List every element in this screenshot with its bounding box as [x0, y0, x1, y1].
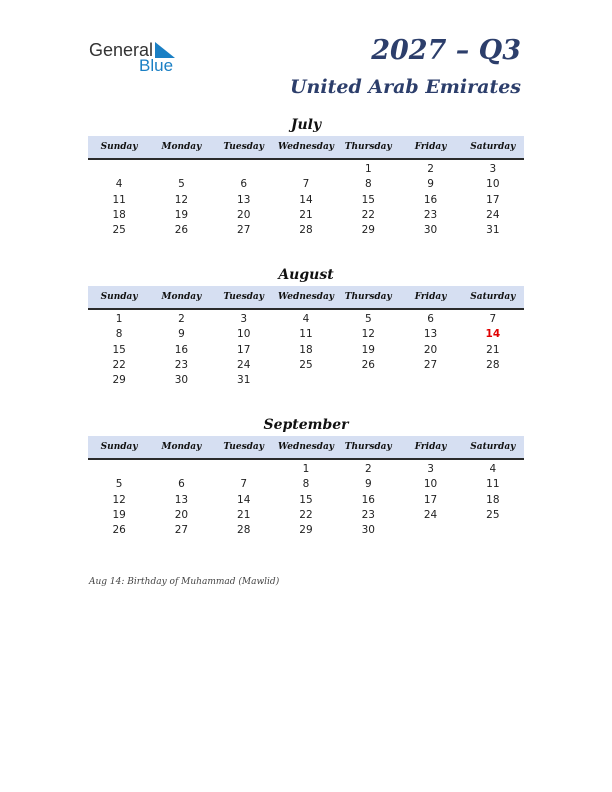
day-cell: 24: [423, 508, 438, 521]
day-cell: 29: [299, 524, 313, 537]
weekday-label: Friday: [414, 292, 447, 302]
day-cell: 16: [174, 343, 189, 356]
day-cell: 26: [361, 358, 375, 371]
day-cell: 23: [361, 508, 375, 521]
weekday-label: Monday: [161, 142, 202, 152]
day-cell: 8: [302, 478, 310, 491]
month-july: [88, 116, 524, 238]
day-cell: 14: [485, 328, 501, 341]
weekday-header: [88, 136, 524, 160]
day-cell: 8: [115, 328, 123, 341]
day-cell: 30: [174, 374, 189, 387]
day-cell: 1: [115, 313, 123, 325]
weekday-label: Wednesday: [277, 142, 335, 152]
day-cell: 18: [299, 343, 313, 356]
day-cell: 15: [361, 193, 375, 206]
day-cell: 17: [486, 193, 500, 206]
day-cell: 6: [427, 313, 434, 325]
month-title: September: [263, 417, 349, 433]
day-grid: [88, 462, 524, 538]
day-cell: 17: [423, 493, 438, 506]
day-cell: 10: [486, 178, 500, 191]
weekday-label: Tuesday: [223, 142, 264, 152]
day-cell: 20: [237, 208, 251, 221]
weekday-label: Sunday: [100, 292, 138, 302]
weekday-label: Saturday: [470, 292, 516, 302]
day-cell: 12: [174, 193, 189, 206]
weekday-label: Saturday: [470, 142, 516, 152]
weekday-label: Wednesday: [277, 292, 335, 302]
day-cell: 23: [423, 208, 438, 221]
day-cell: 2: [364, 463, 372, 475]
day-cell: 24: [237, 358, 251, 371]
logo: [89, 40, 189, 76]
day-cell: 16: [361, 493, 375, 506]
day-cell: 5: [178, 178, 185, 191]
weekday-label: Sunday: [100, 442, 138, 452]
day-cell: 27: [174, 524, 189, 537]
day-cell: 13: [423, 328, 438, 341]
day-cell: 25: [486, 508, 500, 521]
day-cell: 28: [486, 358, 500, 371]
holiday-note: Aug 14: Birthday of Muhammad (Mawlid): [89, 577, 280, 587]
empty-day-cell: [462, 523, 524, 538]
day-cell: 11: [112, 193, 126, 206]
empty-day-cell: [150, 162, 212, 177]
day-cell: 29: [361, 224, 375, 237]
day-cell: 2: [427, 163, 434, 175]
day-cell: 9: [427, 178, 434, 191]
day-cell: 21: [486, 343, 500, 356]
weekday-label: Thursday: [344, 292, 392, 302]
page-title: 2027 – Q3: [371, 35, 521, 66]
day-cell: 5: [364, 313, 372, 325]
day-cell: 5: [115, 478, 123, 491]
day-cell: 3: [489, 163, 497, 175]
day-cell: 10: [237, 328, 251, 341]
weekday-label: Saturday: [470, 442, 516, 452]
day-cell: 2: [178, 313, 185, 325]
day-cell: 26: [174, 224, 189, 237]
day-cell: 13: [174, 493, 189, 506]
day-cell: 27: [423, 358, 438, 371]
empty-day-cell: [275, 162, 337, 177]
weekday-label: Tuesday: [223, 292, 264, 302]
empty-day-cell: [275, 373, 337, 388]
empty-day-cell: [399, 523, 461, 538]
day-cell: 26: [112, 524, 126, 537]
empty-day-cell: [462, 373, 524, 388]
empty-day-cell: [213, 462, 275, 477]
day-cell: 31: [486, 224, 500, 237]
day-cell: 6: [178, 478, 185, 491]
day-cell: 19: [112, 508, 126, 521]
day-cell: 14: [299, 193, 313, 206]
day-cell: 1: [364, 163, 372, 175]
month-title: July: [290, 117, 322, 133]
month-august: [88, 266, 524, 388]
day-cell: 19: [174, 208, 189, 221]
day-cell: 29: [112, 374, 126, 387]
empty-day-cell: [337, 373, 399, 388]
weekday-header: [88, 436, 524, 460]
weekday-label: Friday: [414, 142, 447, 152]
day-cell: 7: [302, 178, 310, 191]
day-cell: 21: [237, 508, 251, 521]
day-cell: 9: [364, 478, 372, 491]
logo-text-general: General: [89, 40, 154, 60]
day-grid: [88, 312, 524, 388]
day-cell: 6: [240, 178, 248, 191]
page-subtitle: United Arab Emirates: [289, 76, 521, 98]
month-september: [88, 416, 524, 538]
weekday-header: [88, 286, 524, 310]
day-cell: 30: [361, 524, 375, 537]
weekday-label: Wednesday: [277, 442, 335, 452]
weekday-label: Friday: [414, 442, 447, 452]
day-cell: 8: [364, 178, 372, 191]
day-cell: 3: [240, 313, 248, 325]
empty-day-cell: [399, 373, 461, 388]
day-cell: 25: [299, 358, 313, 371]
day-cell: 21: [299, 208, 313, 221]
day-cell: 30: [423, 224, 438, 237]
day-cell: 27: [237, 224, 251, 237]
day-cell: 9: [178, 328, 185, 341]
day-cell: 16: [423, 193, 438, 206]
day-cell: 24: [486, 208, 500, 221]
day-cell: 28: [299, 224, 313, 237]
day-cell: 15: [112, 343, 126, 356]
day-cell: 1: [302, 463, 310, 475]
day-cell: 12: [112, 493, 126, 506]
day-cell: 4: [115, 178, 123, 191]
day-cell: 31: [237, 374, 251, 387]
day-cell: 19: [361, 343, 375, 356]
month-title: August: [278, 267, 334, 283]
day-cell: 7: [240, 478, 248, 491]
empty-day-cell: [88, 462, 150, 477]
day-cell: 17: [237, 343, 251, 356]
weekday-label: Tuesday: [223, 442, 264, 452]
day-cell: 11: [299, 328, 313, 341]
day-cell: 3: [427, 463, 434, 475]
day-cell: 15: [299, 493, 313, 506]
day-grid: [88, 162, 524, 238]
weekday-label: Sunday: [100, 142, 138, 152]
empty-day-cell: [150, 462, 212, 477]
day-cell: 4: [302, 313, 310, 325]
day-cell: 22: [112, 358, 126, 371]
day-cell: 18: [112, 208, 126, 221]
day-cell: 12: [361, 328, 375, 341]
day-cell: 14: [237, 493, 251, 506]
weekday-label: Thursday: [344, 442, 392, 452]
weekday-label: Monday: [161, 292, 202, 302]
day-cell: 28: [237, 524, 251, 537]
day-cell: 23: [174, 358, 189, 371]
day-cell: 20: [423, 343, 438, 356]
day-cell: 22: [361, 208, 375, 221]
logo-text-blue: Blue: [139, 56, 174, 75]
day-cell: 10: [423, 478, 438, 491]
day-cell: 13: [237, 193, 251, 206]
weekday-label: Monday: [161, 442, 202, 452]
day-cell: 22: [299, 508, 313, 521]
day-cell: 20: [174, 508, 189, 521]
day-cell: 18: [486, 493, 500, 506]
empty-day-cell: [88, 162, 150, 177]
day-cell: 11: [486, 478, 500, 491]
empty-day-cell: [213, 162, 275, 177]
day-cell: 7: [489, 313, 497, 325]
day-cell: 4: [489, 463, 497, 475]
weekday-label: Thursday: [344, 142, 392, 152]
day-cell: 25: [112, 224, 126, 237]
